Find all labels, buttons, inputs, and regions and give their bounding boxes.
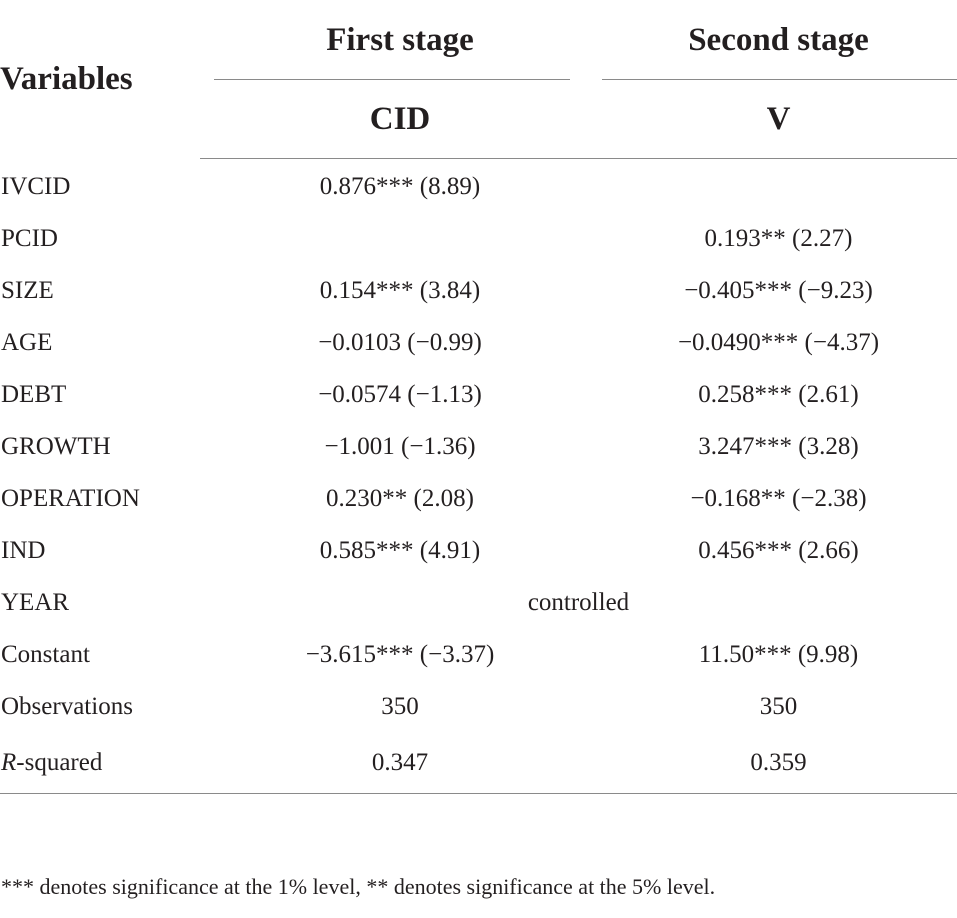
second-stage-value: 0.456*** (2.66)	[698, 537, 859, 564]
table-footnote: *** denotes significance at the 1% level, ** denotes significance at the 5% level.	[1, 874, 716, 899]
row-variable: DEBT	[1, 381, 67, 408]
table-row	[0, 473, 957, 525]
second-stage-value	[600, 159, 957, 214]
second-stage-value: −0.168** (−2.38)	[690, 485, 867, 512]
row-variable: PCID	[1, 225, 58, 252]
first-stage-header	[200, 0, 600, 80]
row-variable: OPERATION	[1, 485, 140, 512]
first-stage-value: 350	[381, 693, 419, 720]
first-stage-value: −1.001 (−1.36)	[324, 433, 476, 460]
second-stage-header	[600, 0, 957, 80]
row-variable: YEAR	[1, 589, 70, 616]
first-stage-value: 0.230** (2.08)	[326, 485, 474, 512]
merged-value: controlled	[527, 589, 630, 616]
variables-header: Variables	[0, 60, 133, 97]
table-row	[0, 213, 957, 265]
table-row	[0, 629, 957, 681]
table-row	[0, 317, 957, 369]
row-variable: IVCID	[1, 172, 71, 200]
table-row	[0, 421, 957, 473]
first-dep-var-header: CID	[200, 80, 600, 159]
first-stage-value: 0.154*** (3.84)	[319, 277, 481, 304]
first-stage-value: 0.876*** (8.89)	[319, 173, 481, 200]
row-variable: SIZE	[1, 277, 54, 304]
second-stage-value: 0.193** (2.27)	[704, 225, 853, 252]
table-row	[0, 159, 957, 214]
first-stage-label: First stage	[326, 21, 474, 58]
row-variable	[0, 733, 200, 794]
row-variable: AGE	[1, 329, 53, 356]
first-stage-value	[200, 213, 600, 265]
table-row	[0, 681, 957, 733]
row-variable: GROWTH	[1, 433, 111, 460]
first-stage-value: −0.0574 (−1.13)	[318, 381, 482, 408]
table-row	[0, 525, 957, 577]
table-row	[0, 369, 957, 421]
row-variable: IND	[1, 537, 46, 564]
second-stage-value: 350	[759, 693, 798, 720]
second-stage-value: −0.0490*** (−4.37)	[677, 329, 880, 356]
first-stage-value: 0.347	[200, 733, 600, 794]
table-row	[0, 733, 957, 794]
second-stage-label: Second stage	[688, 21, 869, 58]
row-variable: Observations	[1, 693, 133, 720]
first-stage-rule	[214, 79, 570, 80]
second-dep-var-header: V	[600, 80, 957, 159]
r-italic: R	[1, 749, 17, 776]
second-stage-value: 0.359	[600, 733, 957, 794]
second-stage-value: 0.258*** (2.61)	[698, 381, 859, 408]
table-row	[0, 577, 957, 629]
table-row	[0, 265, 957, 317]
first-stage-value: −0.0103 (−0.99)	[318, 329, 482, 356]
first-stage-value: 0.585*** (4.91)	[319, 537, 481, 564]
second-stage-rule	[602, 79, 957, 80]
second-stage-value: 3.247*** (3.28)	[698, 433, 859, 460]
row-variable: Constant	[1, 641, 90, 668]
second-stage-value: −0.405*** (−9.23)	[684, 277, 873, 304]
second-stage-value: 11.50*** (9.98)	[698, 641, 859, 668]
first-stage-value: −3.615*** (−3.37)	[305, 641, 495, 668]
r-suffix: -squared	[16, 749, 103, 776]
